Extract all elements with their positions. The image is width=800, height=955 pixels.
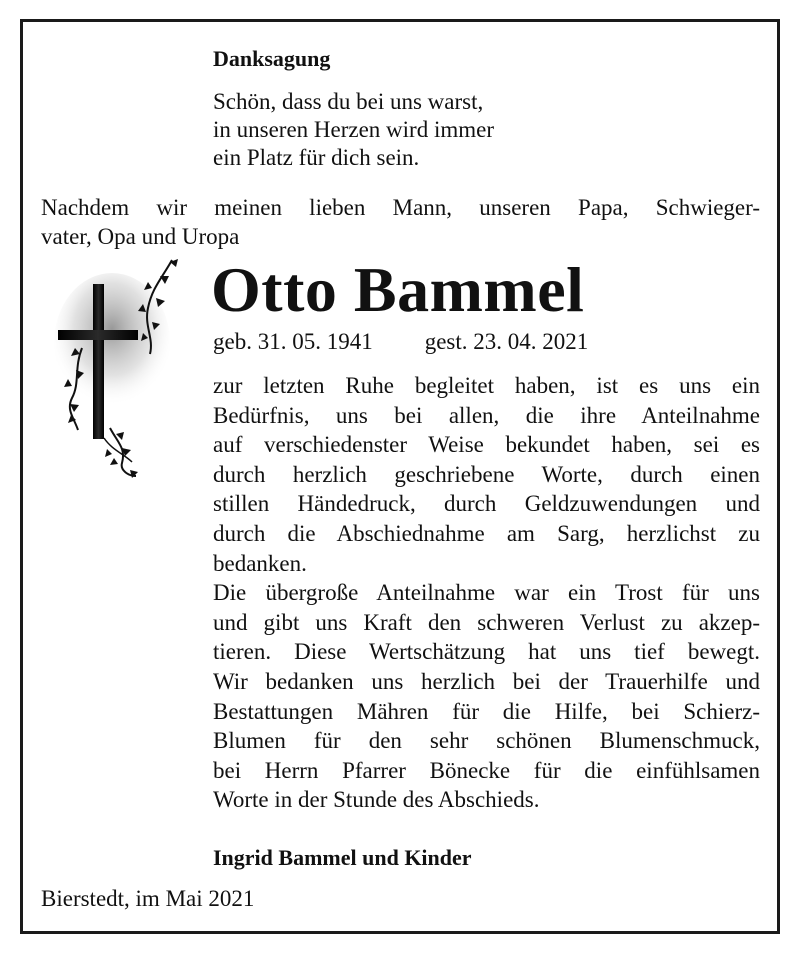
poem (213, 88, 494, 172)
notice-body (213, 371, 760, 815)
intro-line-1: Nachdem wir meinen lieben Mann, unseren Papa, Schwieger- (41, 195, 760, 220)
body-line: stillen Händedruck, durch Geldzuwendungen und (213, 491, 760, 517)
body-line: bedanken. (213, 550, 307, 576)
body-line: Worte in der Stunde des Abschieds. (213, 787, 540, 813)
body-line: zur letzten Ruhe begleitet haben, ist es uns ein (213, 373, 760, 398)
body-line: und gibt uns Kraft den schweren Verlust zu akzep- (213, 609, 760, 635)
poem-line: in unseren Herzen wird immer (213, 117, 495, 142)
body-line: Wir bedanken uns herzlich bei der Trauerhilfe und (213, 668, 760, 694)
body-line: Blumen für den sehr schönen Blumenschmuck, (213, 728, 760, 754)
body-line: durch die Abschiednahme am Sarg, herzlichst zu (213, 520, 760, 546)
body-line: auf verschiedenster Weise bekundet haben, sei es (213, 432, 760, 458)
notice-heading: Danksagung (213, 46, 331, 71)
intro-line-2: vater, Opa und Uropa (41, 224, 240, 249)
body-line: Die übergroße Anteilnahme war ein Trost für uns (213, 580, 760, 606)
death-date: gest. 23. 04. 2021 (424, 329, 589, 354)
poem-line: Schön, dass du bei uns warst, (213, 89, 484, 114)
poem-line: ein Platz für dich sein. (213, 145, 420, 170)
body-line: bei Herrn Pfarrer Bönecke für die einfühlsamen (213, 757, 760, 783)
body-line: Bedürfnis, uns bei allen, die ihre Anteilnahme (213, 402, 760, 428)
signature: Ingrid Bammel und Kinder (213, 845, 472, 870)
birth-date: geb. 31. 05. 1941 (213, 329, 373, 354)
body-line: Bestattungen Mähren für die Hilfe, bei Schierz- (213, 698, 760, 724)
deceased-name: Otto Bammel (211, 254, 585, 325)
life-dates (213, 327, 588, 357)
body-line: tieren. Diese Wertschätzung hat uns tief bewegt. (213, 639, 760, 665)
place-date: Bierstedt, im Mai 2021 (41, 886, 255, 911)
cross-with-ivy-icon (52, 258, 182, 480)
body-line: durch herzlich geschriebene Worte, durch einen (213, 461, 760, 487)
